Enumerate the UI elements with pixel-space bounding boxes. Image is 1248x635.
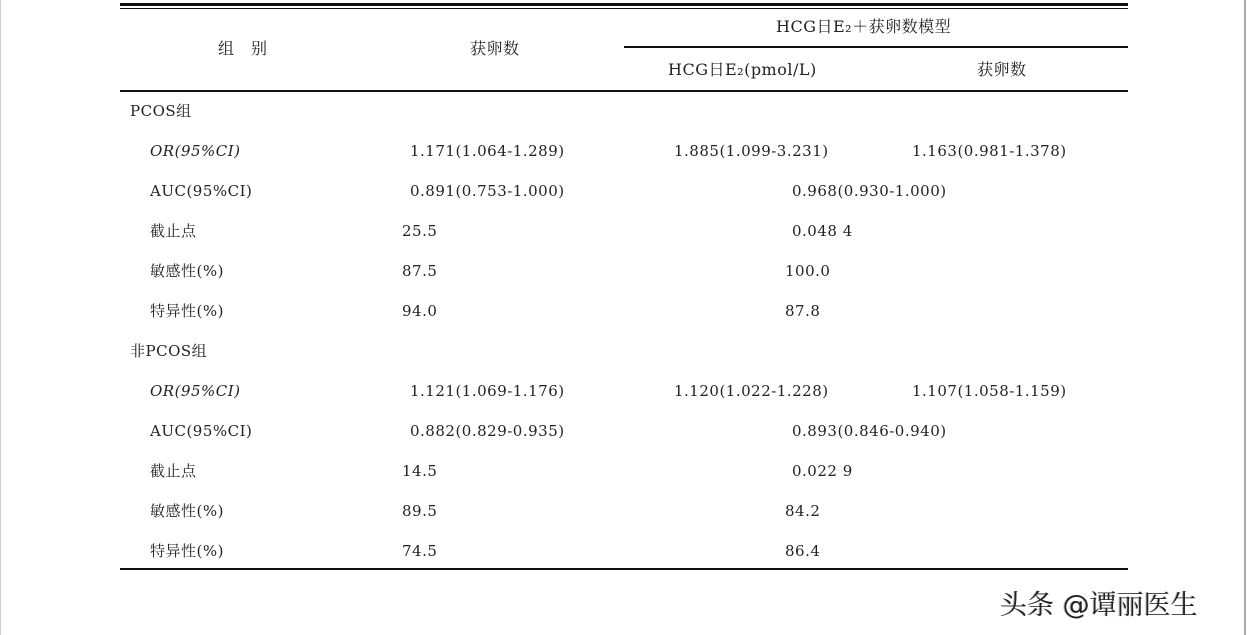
row-label: 敏感性(%): [150, 262, 224, 280]
model-oocytes-value: 1.107(1.058-1.159): [912, 382, 1067, 400]
oocytes-value: 25.5: [402, 222, 438, 240]
model-value: 84.2: [785, 502, 821, 520]
table-row: [0, 211, 1248, 251]
table-row: [0, 371, 1248, 411]
model-value: 0.893(0.846-0.940): [792, 422, 947, 440]
table-row: [0, 451, 1248, 491]
header-model-e2: HCG日E₂(pmol/L): [668, 60, 817, 79]
oocytes-value: 1.171(1.064-1.289): [410, 142, 565, 160]
row-label: 特异性(%): [150, 542, 224, 560]
oocytes-value: 94.0: [402, 302, 438, 320]
model-value: 0.048 4: [792, 222, 853, 240]
row-label: AUC(95%CI): [150, 182, 253, 200]
table-row: [0, 171, 1248, 211]
row-label: AUC(95%CI): [150, 422, 253, 440]
top-rule-thick: [120, 3, 1128, 6]
header-model-oocytes: 获卵数: [977, 60, 1027, 79]
table-row: [0, 131, 1248, 171]
oocytes-value: 1.121(1.069-1.176): [410, 382, 565, 400]
model-e2-value: 1.120(1.022-1.228): [674, 382, 829, 400]
oocytes-value: 74.5: [402, 542, 438, 560]
row-label: OR(95%CI): [150, 382, 241, 400]
oocytes-value: 89.5: [402, 502, 438, 520]
oocytes-value: 87.5: [402, 262, 438, 280]
model-value: 100.0: [785, 262, 831, 280]
group-header-row: [0, 331, 1248, 371]
watermark: 头条 @谭丽医生: [1000, 590, 1198, 621]
table-row: [0, 531, 1248, 571]
group-title: PCOS组: [130, 102, 192, 120]
table-row: [0, 251, 1248, 291]
row-label: OR(95%CI): [150, 142, 241, 160]
table-row: [0, 291, 1248, 331]
oocytes-value: 0.882(0.829-0.935): [410, 422, 565, 440]
header-group: 组 别: [218, 39, 268, 58]
model-span-rule: [624, 46, 1128, 48]
row-label: 截止点: [150, 462, 197, 480]
model-value: 86.4: [785, 542, 821, 560]
row-label: 敏感性(%): [150, 502, 224, 520]
group-title: 非PCOS组: [130, 342, 208, 360]
oocytes-value: 0.891(0.753-1.000): [410, 182, 565, 200]
group-header-row: [0, 91, 1248, 131]
table-row: [0, 411, 1248, 451]
top-rule-thin: [120, 8, 1128, 9]
header-oocytes: 获卵数: [470, 39, 520, 58]
row-label: 截止点: [150, 222, 197, 240]
header-model: HCG日E₂＋获卵数模型: [776, 17, 952, 36]
model-value: 0.022 9: [792, 462, 853, 480]
model-value: 87.8: [785, 302, 821, 320]
table-row: [0, 491, 1248, 531]
oocytes-value: 14.5: [402, 462, 438, 480]
model-oocytes-value: 1.163(0.981-1.378): [912, 142, 1067, 160]
model-value: 0.968(0.930-1.000): [792, 182, 947, 200]
model-e2-value: 1.885(1.099-3.231): [674, 142, 829, 160]
row-label: 特异性(%): [150, 302, 224, 320]
